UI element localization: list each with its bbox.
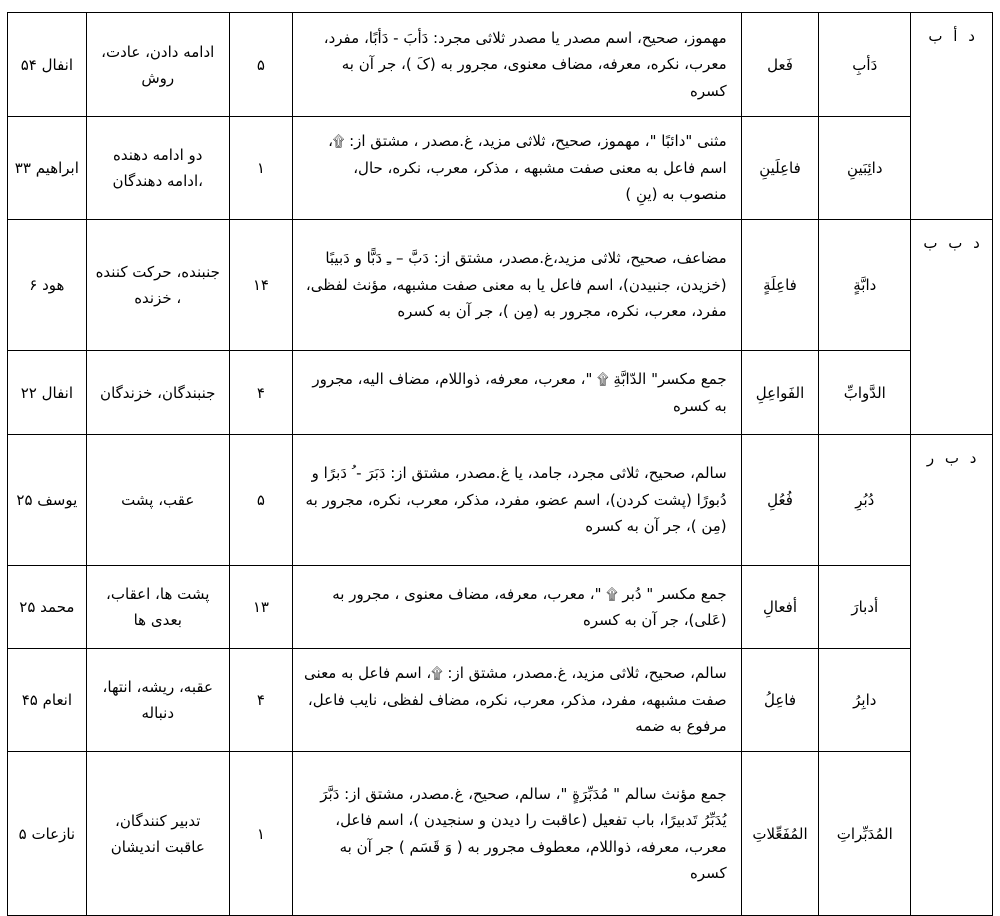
word-cell: دابَّةٍ xyxy=(819,220,911,351)
reference-cell: محمد ۲۵ xyxy=(8,566,87,649)
table-row xyxy=(8,117,993,220)
word-cell: دائِبَینِ xyxy=(819,117,911,220)
count-cell: ۱ xyxy=(229,117,292,220)
reference-cell: نازعات ۵ xyxy=(8,752,87,916)
meaning-cell: ادامه دادن، عادت، روش xyxy=(86,13,229,117)
pattern-cell: أفعالِ xyxy=(741,566,819,649)
description-cell: جمع مکسر" الدّابَّةِ ۩ "، معرب، معرفه، ذواللام، مضاف الیه، مجرور به کسره xyxy=(293,351,742,435)
meaning-cell: جنبندگان، خزندگان xyxy=(86,351,229,435)
table-row xyxy=(8,13,993,117)
meaning-cell: عقبه، ریشه، انتها، دنباله xyxy=(86,649,229,752)
table-row xyxy=(8,566,993,649)
word-cell: أدبارَ xyxy=(819,566,911,649)
description-cell: سالم، صحیح، ثلاثی مزید، غ.مصدر، مشتق از: ۩، اسم فاعل به معنی صفت مشبهه، مفرد، مذکر، معرب، نکره، مضاف لفظی، نایب فاعل، مرفوع به ضمه xyxy=(293,649,742,752)
table-row xyxy=(8,649,993,752)
pattern-cell: فَعل xyxy=(741,13,819,117)
description-cell: جمع مکسر " دُبر ۩ "، معرب، معرفه، مضاف معنوی ، مجرور به (عَلی)، جر آن به کسره xyxy=(293,566,742,649)
count-cell: ۴ xyxy=(229,649,292,752)
count-cell: ۴ xyxy=(229,351,292,435)
description-cell: جمع مؤنث سالم " مُدَبِّرَةٍ "، سالم، صحیح، غ.مصدر، مشتق از: دَبَّرَ یُدَبِّرُ تَدبیرًا، باب تفعیل (عاقبت را دیدن و سنجیدن )، اسم فاعل، معرب، معرفه، ذواللام، معطوف مجرور به ( وَ قَسَم ) جر آن به کسره xyxy=(293,752,742,916)
pattern-cell: فاعِلُ xyxy=(741,649,819,752)
description-cell: مهموز، صحیح، اسم مصدر یا مصدر ثلاثی مجرد: دَأبَ - دَأبًا، مفرد، معرب، نکره، معرفه، مضاف معنوی، مجرور به (کَ )، جر آن به کسره xyxy=(293,13,742,117)
meaning-cell: تدبیر کنندگان، عاقبت اندیشان xyxy=(86,752,229,916)
morphology-table xyxy=(7,12,993,916)
pattern-cell: فاعِلَینِ xyxy=(741,117,819,220)
reference-cell: انعام ۴۵ xyxy=(8,649,87,752)
reference-cell: ابراهیم ۳۳ xyxy=(8,117,87,220)
description-cell: مثنی "دائبًا "، مهموز، صحیح، ثلاثی مزید، غ.مصدر ، مشتق از: ۩، اسم فاعل به معنی صفت مشبهه ، مذکر، معرب، نکره، حال، منصوب به (ینِ ) xyxy=(293,117,742,220)
reference-cell: انفال ۵۴ xyxy=(8,13,87,117)
description-cell: سالم، صحیح، ثلاثی مجرد، جامد، یا غ.مصدر، مشتق از: دَبَرَ - ُ دَبرًا و دُبورًا (پشت کردن)، اسم عضو، مفرد، مذکر، معرب، نکره، مجرور به (مِن )، جر آن به کسره xyxy=(293,435,742,566)
count-cell: ۵ xyxy=(229,435,292,566)
table-row xyxy=(8,220,993,351)
meaning-cell: عقب، پشت xyxy=(86,435,229,566)
reference-cell: هود ۶ xyxy=(8,220,87,351)
count-cell: ۱۴ xyxy=(229,220,292,351)
count-cell: ۵ xyxy=(229,13,292,117)
meaning-cell: جنبنده، حرکت کننده ، خزنده xyxy=(86,220,229,351)
word-cell: المُدَبِّراتِ xyxy=(819,752,911,916)
description-cell: مضاعف، صحیح، ثلاثی مزید،غ.مصدر، مشتق از: دَبَّ – ـِ دَبًّا و دَبیبًا (خزیدن، جنبیدن)، اسم فاعل یا به معنی صفت مشبهه، مؤنث لفظی، مفرد، معرب، نکره، مجرور به (مِن )، جر آن به کسره xyxy=(293,220,742,351)
root-cell: د ب ر xyxy=(911,435,993,916)
reference-cell: یوسف ۲۵ xyxy=(8,435,87,566)
pattern-cell: الفَواعِلِ xyxy=(741,351,819,435)
pattern-cell: فُعُلِ xyxy=(741,435,819,566)
word-cell: دَأبِ xyxy=(819,13,911,117)
count-cell: ۱۳ xyxy=(229,566,292,649)
table-row xyxy=(8,752,993,916)
pattern-cell: المُفَعِّلاتِ xyxy=(741,752,819,916)
table-body xyxy=(8,13,993,916)
root-cell: د أ ب xyxy=(911,13,993,220)
table-row xyxy=(8,351,993,435)
word-cell: دُبُرِ xyxy=(819,435,911,566)
word-cell: دابِرُ xyxy=(819,649,911,752)
pattern-cell: فاعِلَةٍ xyxy=(741,220,819,351)
meaning-cell: پشت ها، اعقاب، بعدی ها xyxy=(86,566,229,649)
table-row xyxy=(8,435,993,566)
root-cell: د ب ب xyxy=(911,220,993,435)
count-cell: ۱ xyxy=(229,752,292,916)
reference-cell: انفال ۲۲ xyxy=(8,351,87,435)
word-cell: الدَّوابِّ xyxy=(819,351,911,435)
meaning-cell: دو ادامه دهنده ،ادامه دهندگان xyxy=(86,117,229,220)
